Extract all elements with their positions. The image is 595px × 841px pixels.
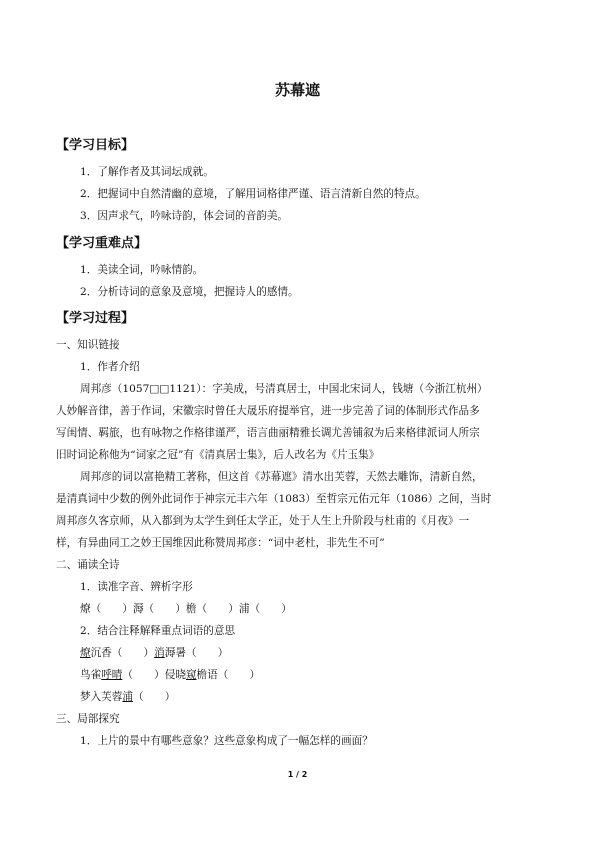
paragraph-line: 周邦彦（1057□□1121）：字美成，号清真居士，中国北宋词人，钱塘（今浙江杭州） [80,383,488,395]
sub-heading: 1．读准字音、辨析字形 [80,581,193,593]
vocab-text: 檐语（ ） [196,669,261,681]
goal-item: 3．因声求气，吟咏诗韵，体会词的音韵美。 [80,210,289,222]
paragraph-line: 旧时词论称他为“词家之冠”有《清真居士集》，后人改名为《片玉集》 [56,449,380,461]
goal-item: 2．把握词中自然清幽的意境，了解用词格律严谨、语言清新自然的特点。 [80,188,426,200]
vocab-text: （ ） [132,691,176,703]
underlined-word: 浦 [122,691,133,703]
section-heading-goals: 【学习目标】 [56,138,135,153]
goal-item: 1．了解作者及其词坛成就。 [80,166,214,178]
underlined-word: 窥 [185,669,197,681]
paragraph-line: 写闺情、羁旅，也有咏物之作格律谨严，语言曲丽精雅长调尤善铺叙为后来格律派词人所宗 [56,427,480,439]
key-point-item: 1．美读全词，吟咏情韵。 [80,264,204,276]
underlined-word: 消 [154,647,165,659]
paragraph-line: 人妙解音律，善于作词，宋徽宗时曾任大晟乐府提举官，进一步完善了词的体制形式作品多 [56,405,480,417]
key-point-item: 2．分析诗词的意象及意境，把握诗人的感情。 [80,286,299,298]
sub-heading: 2．结合注释解释重点词语的意思 [80,625,236,637]
sub-heading: 1．作者介绍 [80,361,140,373]
paragraph-line: 样，有异曲同工之妙王国维因此称赞周邦彦：“词中老杜，非先生不可” [56,537,385,549]
vocab-line [80,690,175,704]
vocab-text: 溽暑（ ） [164,647,229,659]
paragraph-line: 周邦彦的词以富艳精工著称，但这首《苏幕遮》清水出芙蓉，天然去雕饰，清新自然， [80,471,483,483]
page-title: 苏幕遮 [274,81,320,99]
section-heading-process: 【学习过程】 [56,311,135,326]
vocab-text: 鸟雀 [80,669,102,681]
vocab-line [80,646,228,660]
part-heading: 二、诵读全诗 [56,559,120,571]
question-item: 1．上片的景中有哪些意象？这些意象构成了一幅怎样的画面？ [80,735,373,747]
char-pronunciation-line: 燎（ ）溽（ ）檐（ ）浦（ ） [80,603,292,615]
section-heading-key-points: 【学习重难点】 [56,236,148,251]
vocab-text: 梦入芙蓉 [80,691,123,703]
vocab-line [80,668,260,682]
part-heading: 三、局部探究 [56,713,120,725]
paragraph-line: 是清真词中少数的例外此词作于神宗元丰六年（1083）至哲宗元佑元年（1086）之间，当时 [56,493,492,505]
underlined-word: 呼晴 [101,669,123,681]
underlined-word: 燎 [80,647,91,659]
vocab-text: 沉香（ ） [90,647,155,659]
vocab-text: （ ）侵晓 [122,669,186,681]
page-number: 1 / 2 [287,770,308,779]
paragraph-line: 周邦彦久客京师，从入都到为太学生到任太学正，处于人生上升阶段与杜甫的《月夜》一 [56,515,470,527]
part-heading: 一、知识链接 [56,339,120,351]
